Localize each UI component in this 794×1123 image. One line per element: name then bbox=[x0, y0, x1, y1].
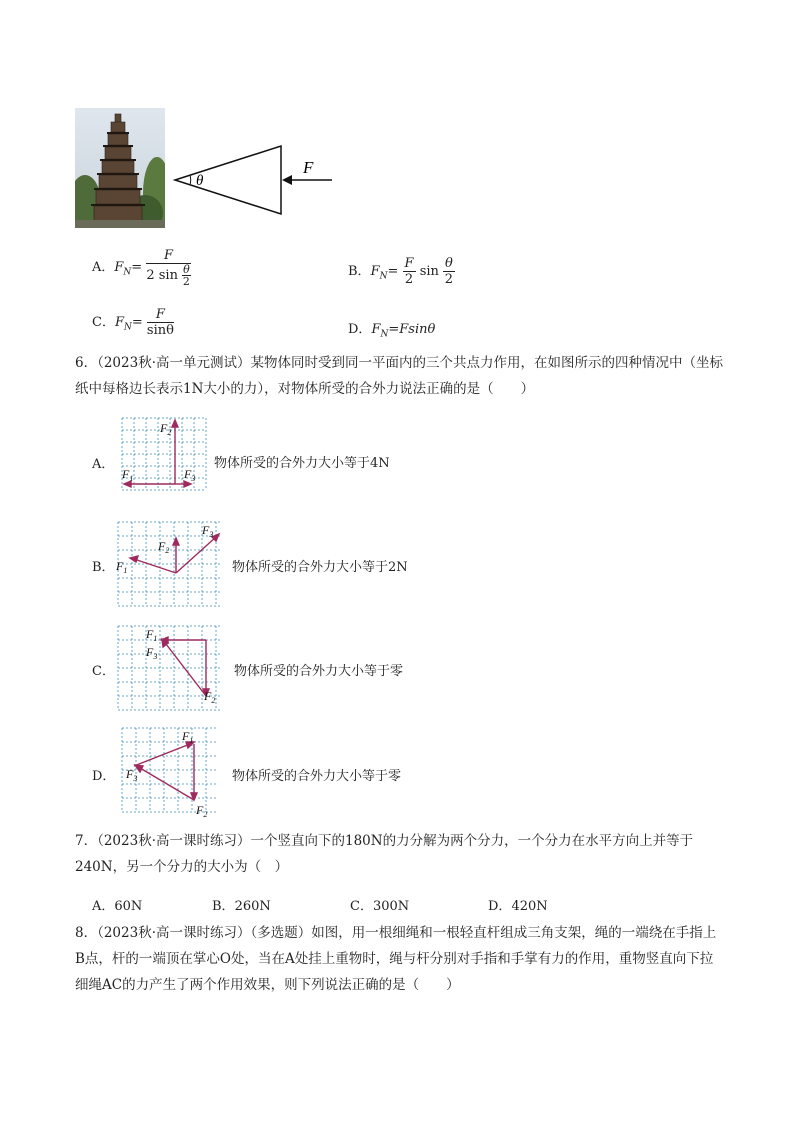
q6-grid-a bbox=[120, 416, 210, 504]
svg-text:F1: $F_1$ bbox=[116, 559, 128, 575]
svg-text:F3: $F_3$ bbox=[202, 523, 214, 539]
svg-text:F3: $F_3$ bbox=[146, 645, 158, 661]
svg-text:F2: $F_2$ bbox=[196, 803, 208, 819]
q6-option-c-letter[interactable]: C． bbox=[92, 664, 115, 679]
option-d[interactable]: D．$F_N=Fsin\theta$ bbox=[348, 322, 436, 340]
svg-text:F2: $F_2$ bbox=[204, 689, 216, 705]
question-8-stem: 8．（2023秋·高一课时练习）（多选题）如图，用一根细绳和一根轻直杆组成三角支架，绳的一端绕在手指上B点，杆的一端顶在掌心O处，当在A处挂上重物时，绳与杆分别对手指和手掌有力的作用，重物竖直向下拉细绳AC的力产生了两个作用效果，则下列说法正确的是（ ） bbox=[75, 925, 717, 993]
q6-option-c-text: 物体所受的合外力大小等于零 bbox=[234, 664, 404, 679]
svg-text:F2: $F_2$ bbox=[160, 421, 172, 437]
q6-option-a-text: 物体所受的合外力大小等于4N bbox=[214, 456, 390, 471]
angle-label: θ bbox=[196, 173, 204, 189]
q7-option-c[interactable]: C．300N bbox=[350, 899, 410, 914]
fraction: $\frac{F}{\sin\theta}$ bbox=[146, 307, 174, 338]
fraction: $\frac{F}{2}$ bbox=[404, 256, 414, 287]
q6-option-b-text: 物体所受的合外力大小等于2N bbox=[232, 560, 408, 575]
option-a[interactable]: A．$F_N=$ F 2 sin $\frac{\theta}{2}$ bbox=[92, 248, 190, 288]
q7-option-a[interactable]: A．60N bbox=[92, 899, 143, 914]
svg-text:F3: $F_3$ bbox=[126, 767, 138, 783]
svg-text:F1: $F_1$ bbox=[182, 729, 194, 745]
svg-text:F1: $F_1$ bbox=[146, 627, 158, 643]
fraction: $\frac{\theta}{2}$ bbox=[444, 256, 454, 287]
q6-option-d-text: 物体所受的合外力大小等于零 bbox=[232, 769, 402, 784]
q6-option-b-letter[interactable]: B． bbox=[92, 560, 115, 575]
q6-grid-d bbox=[120, 726, 220, 826]
question-6-stem: 6．（2023秋·高一单元测试）某物体同时受到同一平面内的三个共点力作用，在如图所示的四种情况中（坐标纸中每格边长表示1N大小的力），对物体所受的合外力说法正确的是（ ） bbox=[75, 355, 723, 397]
svg-text:F2: $F_2$ bbox=[158, 539, 170, 555]
q6-option-d-letter[interactable]: D． bbox=[92, 769, 116, 784]
q6-grid-c bbox=[116, 624, 226, 718]
label-f2: 2 bbox=[167, 428, 172, 437]
option-b[interactable]: B．$F_N=$ $\frac{F}{2}$ sin $\frac{\theta}{2}$ bbox=[348, 256, 454, 287]
q6-grid-b bbox=[116, 520, 224, 614]
svg-text:F1: $F_1$ bbox=[122, 467, 134, 483]
question-7-stem: 7．（2023秋·高一课时练习）一个竖直向下的180N的力分解为两个分力，一个分力在水平方向上并等于240N，另一个分力的大小为（ ） bbox=[75, 833, 694, 875]
q7-option-b[interactable]: B．260N bbox=[212, 899, 271, 914]
force-label: F bbox=[303, 158, 314, 177]
fraction: F 2 sin $\frac{\theta}{2}$ bbox=[146, 248, 190, 288]
q6-option-a-letter[interactable]: A． bbox=[92, 457, 115, 472]
svg-text:F3: $F_3$ bbox=[184, 467, 196, 483]
q7-option-d[interactable]: D．420N bbox=[488, 899, 548, 914]
pagoda-photo bbox=[75, 108, 165, 228]
wedge-diagram bbox=[170, 140, 340, 220]
option-c[interactable]: C．$F_N=$ $\frac{F}{\sin\theta}$ bbox=[92, 307, 174, 338]
